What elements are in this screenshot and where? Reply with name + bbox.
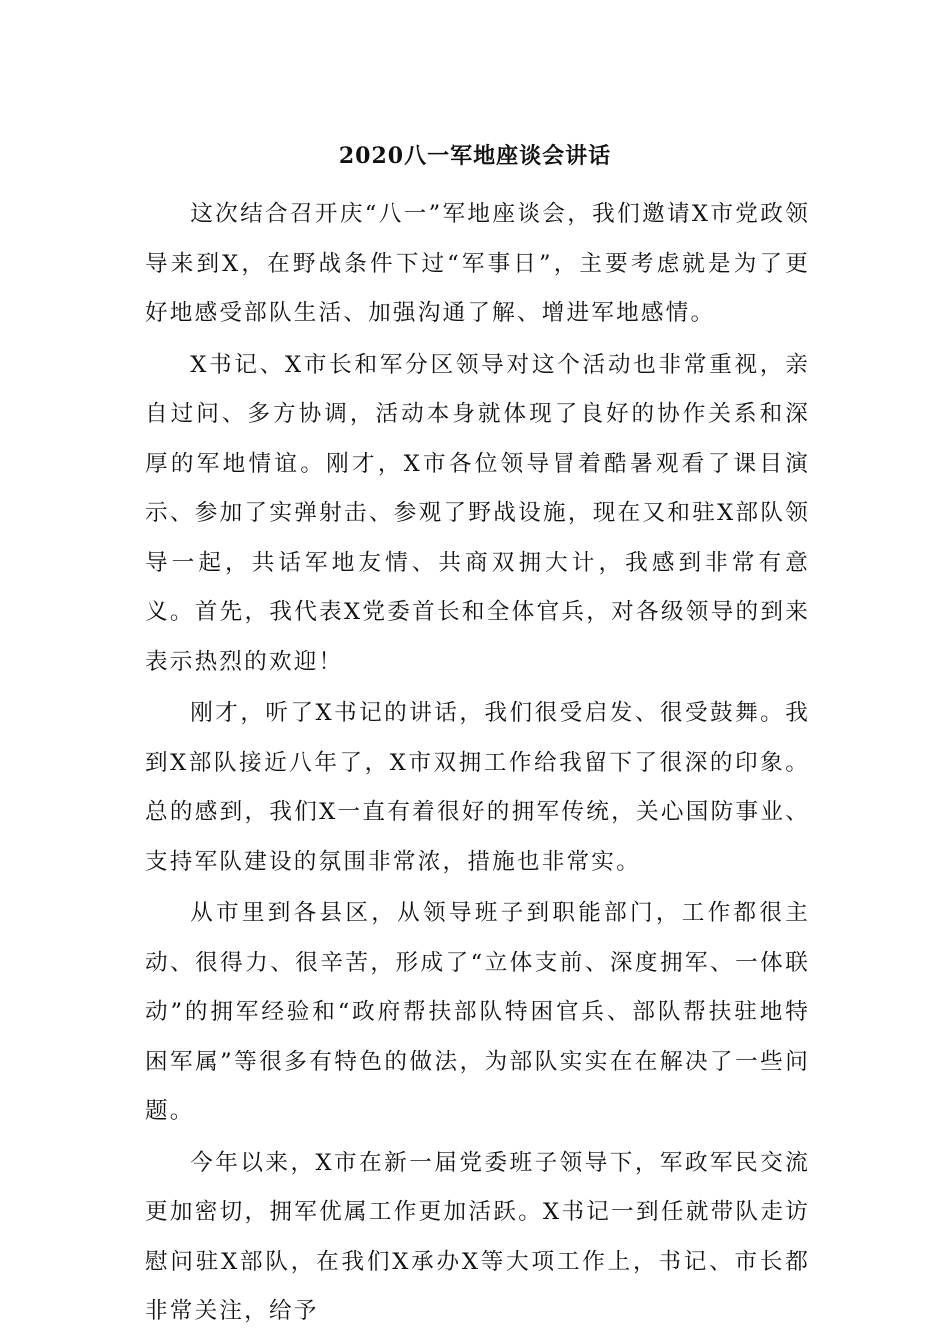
document-body: [145, 190, 810, 1339]
paragraph-4: 从市里到各县区，从领导班子到职能部门，工作都很主动、很得力、很辛苦，形成了“立体支前、深度拥军、一体联动”的拥军经验和“政府帮扶部队特困官兵、部队帮扶驻地特困军属”等很多有特色的做法，为部队实实在在解决了一些问题。: [145, 900, 810, 1124]
paragraph-1: 这次结合召开庆“八一”军地座谈会，我们邀请X市党政领导来到X，在野战条件下过“军事日”，主要考虑就是为了更好地感受部队生活、加强沟通了解、增进军地感情。: [145, 201, 810, 326]
paragraph-5: 今年以来，X市在新一届党委班子领导下，军政军民交流更加密切，拥军优属工作更加活跃。X书记一到任就带队走访慰问驻X部队，在我们X承办X等大项工作上，书记、市长都非常关注，给予: [145, 1149, 810, 1324]
paragraph-3: 刚才，听了X书记的讲话，我们很受启发、很受鼓舞。我到X部队接近八年了，X市双拥工作给我留下了很深的印象。总的感到，我们X一直有着很好的拥军传统，关心国防事业、支持军队建设的氛围非常浓，措施也非常实。: [145, 700, 810, 875]
paragraph-2: X书记、X市长和军分区领导对这个活动也非常重视，亲自过问、多方协调，活动本身就体现了良好的协作关系和深厚的军地情谊。刚才，X市各位领导冒着酷暑观看了课目演示、参加了实弹射击、参观了野战设施，现在又和驻X部队领导一起，共话军地友情、共商双拥大计，我感到非常有意义。首先，我代表X党委首长和全体官兵，对各级领导的到来表示热烈的欢迎！: [145, 351, 810, 675]
document-title: 2020八一军地座谈会讲话: [338, 143, 612, 169]
